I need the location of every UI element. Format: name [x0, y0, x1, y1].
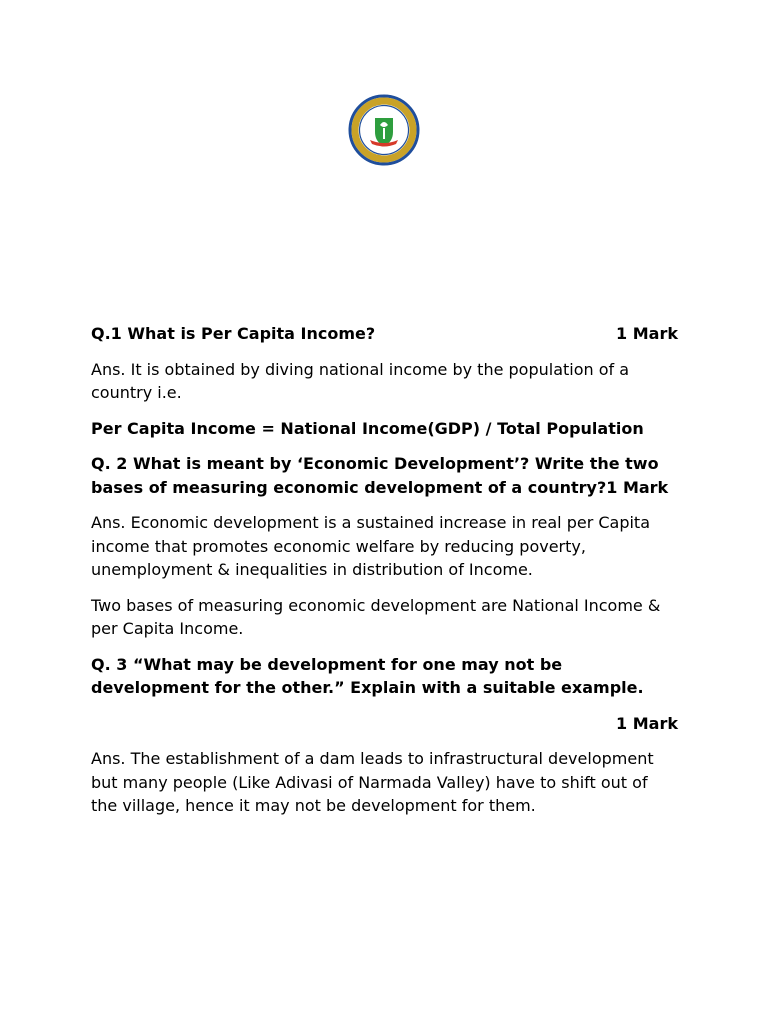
answer-1: Ans. It is obtained by diving national income by the population of a country i.e.	[91, 359, 630, 402]
question-1	[91, 322, 678, 346]
document-body	[91, 322, 678, 830]
question-1-text: Q.1 What is Per Capita Income?	[91, 324, 376, 343]
question-3-marks: 1 Mark	[616, 713, 678, 733]
formula-1: Per Capita Income = National Income(GDP) / Total Population	[91, 418, 644, 438]
question-3-text: Q. 3 “What may be development for one may not be development for the other.” Explain with a suitable example.	[91, 654, 644, 697]
answer-2-paragraph-2: Two bases of measuring economic development are National Income & per Capita Income.	[91, 595, 661, 638]
school-logo	[348, 94, 420, 166]
question-2-text: Q. 2 What is meant by ‘Economic Development’? Write the two bases of measuring economic development of a country?1 Mark	[91, 454, 669, 497]
answer-2-paragraph-1: Ans. Economic development is a sustained increase in real per Capita income that promotes economic welfare by reducing poverty, unemployment & inequalities in distribution of Income.	[91, 513, 651, 579]
question-1-marks: 1 Mark	[616, 324, 678, 343]
answer-3: Ans. The establishment of a dam leads to infrastructural development but many people (Like Adivasi of Narmada Valley) have to shift out of the village, hence it may not be development for them.	[91, 749, 654, 815]
logo-stem	[383, 128, 385, 139]
